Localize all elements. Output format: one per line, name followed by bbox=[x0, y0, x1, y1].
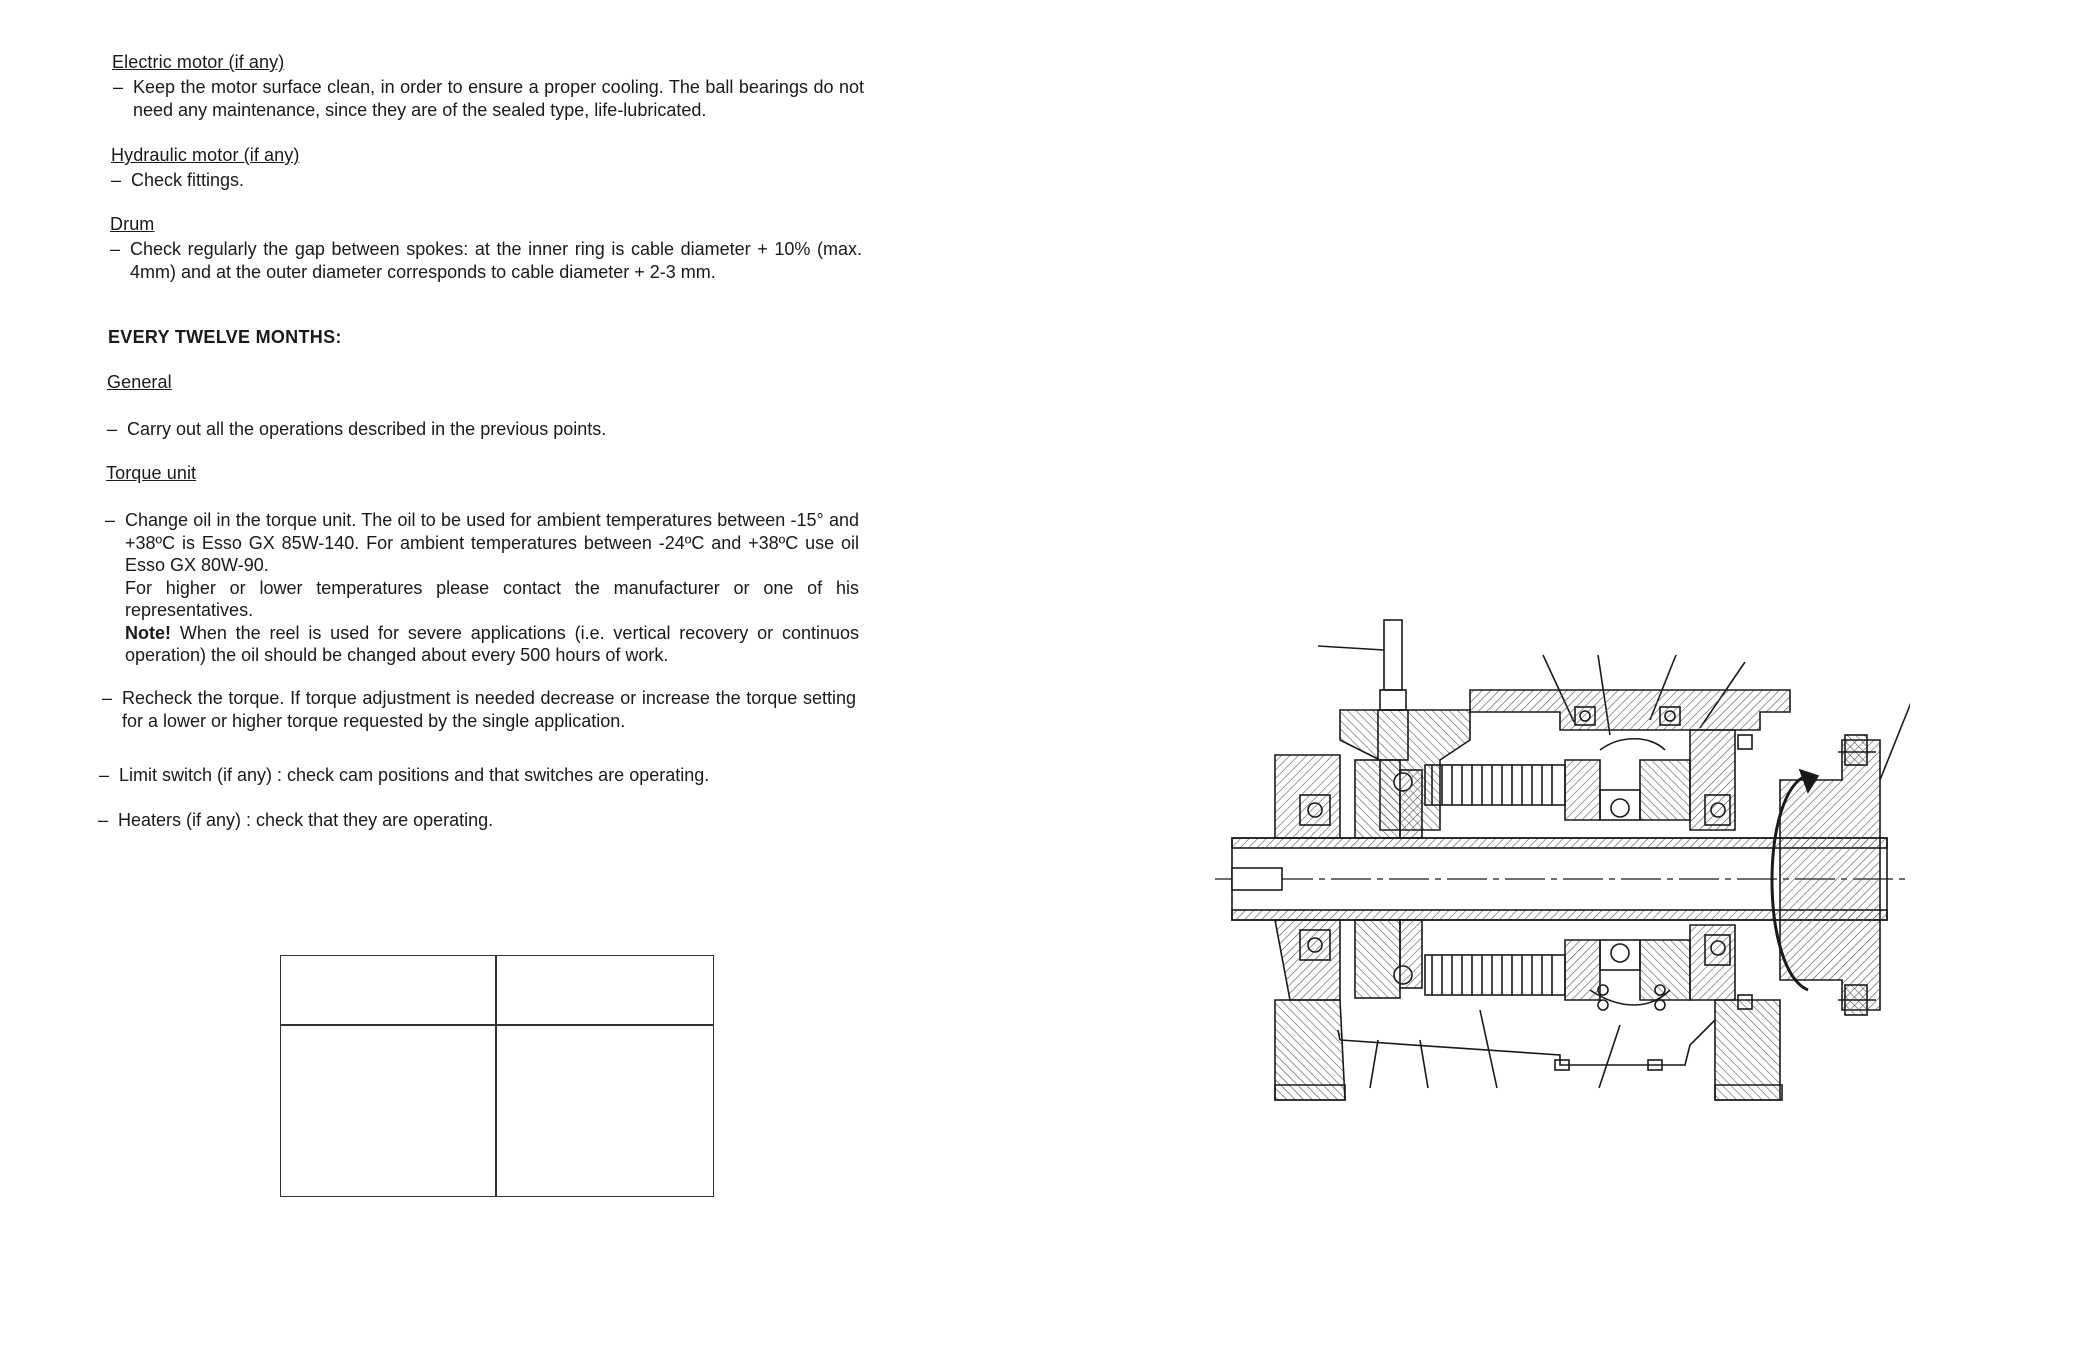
note-paragraph: Note! When the reel is used for severe applications (i.e. vertical recovery or continuos operation) the oil should be changed about every 500 hours of work. bbox=[125, 622, 859, 665]
item-heaters: – Heaters (if any) : check that they are operating. bbox=[98, 810, 494, 830]
table-header-divider bbox=[281, 1024, 713, 1026]
item-torque-unit-oil: – Change oil in the torque unit. The oil to be used for ambient temperatures between -15° and +38ºC is Esso GX 85W-140. For ambient temperatures between -24ºC and +38ºC use oil Esso GX 80W-90. For higher or lower temperatures please contact the manufacturer or one of his representatives. Note! When the reel is used for severe applications (i.e. vertical recovery or continuos operation) the oil should be changed about every 500 hours of work. bbox=[105, 510, 859, 665]
item-electric-motor: – Keep the motor surface clean, in order to ensure a proper cooling. The ball bearings do not need any maintenance, since they are of the sealed type, life-lubricated. bbox=[113, 77, 864, 120]
heading-every-twelve-months: EVERY TWELVE MONTHS: bbox=[108, 327, 342, 347]
maintenance-text-column bbox=[0, 0, 880, 1346]
torque-unit-cross-section-drawing bbox=[1205, 615, 1910, 1115]
item-limit-switch: – Limit switch (if any) : check cam positions and that switches are operating. bbox=[99, 765, 710, 785]
item-hydraulic-motor: – Check fittings. bbox=[111, 170, 245, 190]
heading-torque-unit: Torque unit bbox=[106, 463, 197, 483]
table-column-divider bbox=[495, 956, 497, 1196]
drawing-geometry bbox=[1215, 620, 1910, 1100]
heading-hydraulic-motor: Hydraulic motor (if any) bbox=[111, 145, 300, 165]
item-general: – Carry out all the operations described in the previous points. bbox=[107, 419, 607, 439]
item-drum: – Check regularly the gap between spokes: at the inner ring is cable diameter + 10% (max. 4mm) and at the outer diameter corresponds to cable diameter + 2-3 mm. bbox=[110, 239, 862, 282]
heading-electric-motor: Electric motor (if any) bbox=[112, 52, 285, 72]
blank-table bbox=[280, 955, 714, 1197]
heading-general: General bbox=[107, 372, 172, 392]
item-recheck-torque: – Recheck the torque. If torque adjustment is needed decrease or increase the torque setting for a lower or higher torque requested by the single application. bbox=[102, 688, 856, 731]
heading-drum: Drum bbox=[110, 214, 155, 234]
